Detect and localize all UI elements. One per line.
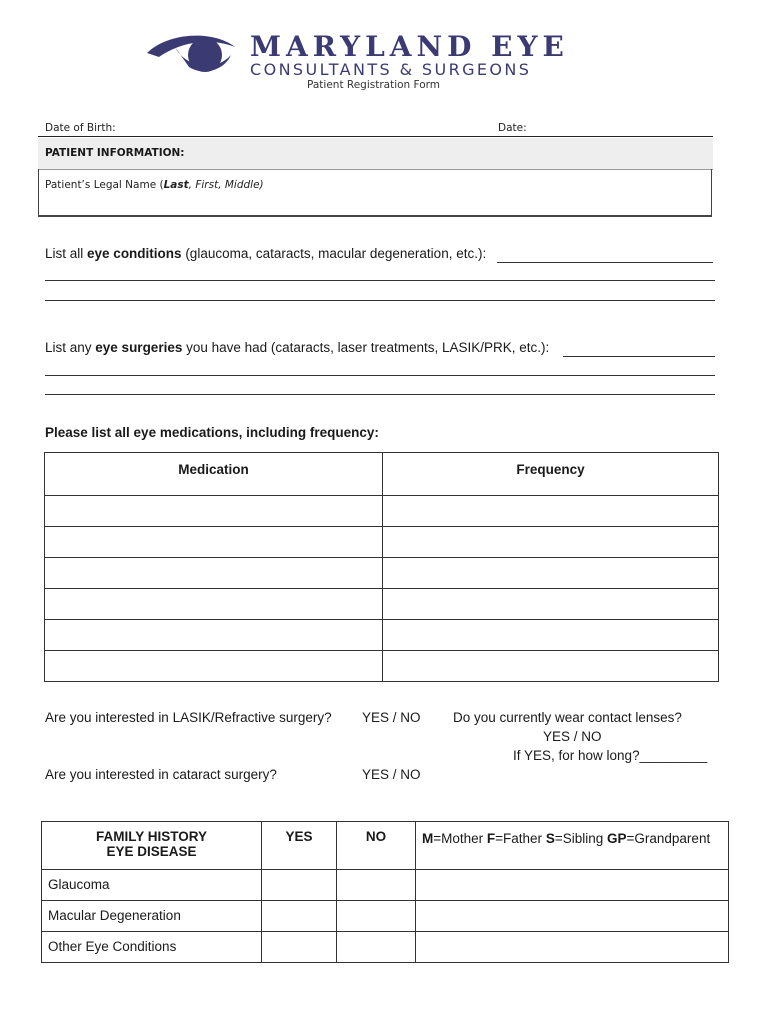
condition-other: Other Eye Conditions — [42, 932, 262, 963]
contacts-question: Do you currently wear contact lenses? — [453, 710, 682, 725]
eye-surgeries-line-1[interactable] — [563, 356, 715, 357]
medications-table — [44, 452, 719, 682]
medication-cell[interactable] — [45, 651, 383, 682]
dob-date-line[interactable] — [38, 136, 713, 137]
frequency-cell[interactable] — [383, 651, 719, 682]
relation-cell[interactable] — [416, 901, 729, 932]
brand-subtitle: CONSULTANTS & SURGEONS — [250, 60, 532, 79]
eye-conditions-line-2[interactable] — [45, 280, 715, 281]
no-cell[interactable] — [337, 901, 416, 932]
medication-cell[interactable] — [45, 620, 383, 651]
no-cell[interactable] — [337, 870, 416, 901]
lasik-question: Are you interested in LASIK/Refractive surgery? — [45, 710, 332, 725]
medication-cell[interactable] — [45, 496, 383, 527]
eye-surgeries-prompt: List any eye surgeries you have had (cataracts, laser treatments, LASIK/PRK, etc.): — [45, 340, 550, 355]
relation-legend: M=Mother F=Father S=Sibling GP=Grandparent — [416, 822, 729, 870]
eye-conditions-prompt: List all eye conditions (glaucoma, cataracts, macular degeneration, etc.): — [45, 246, 487, 261]
brand-name: MARYLAND EYE — [250, 30, 569, 63]
medication-cell[interactable] — [45, 589, 383, 620]
eye-surgeries-line-3[interactable] — [45, 394, 715, 395]
frequency-cell[interactable] — [383, 527, 719, 558]
medication-column-header: Medication — [45, 453, 383, 496]
contacts-duration[interactable]: If YES, for how long?_________ — [513, 748, 708, 763]
medication-cell[interactable] — [45, 527, 383, 558]
yes-cell[interactable] — [262, 870, 337, 901]
date-label: Date: — [498, 122, 527, 134]
eye-logo-icon — [145, 33, 237, 75]
condition-glaucoma: Glaucoma — [42, 870, 262, 901]
cataract-question: Are you interested in cataract surgery? — [45, 767, 277, 782]
no-cell[interactable] — [337, 932, 416, 963]
eye-surgeries-line-2[interactable] — [45, 375, 715, 376]
frequency-cell[interactable] — [383, 589, 719, 620]
lasik-yes-no[interactable]: YES / NO — [362, 710, 421, 725]
yes-cell[interactable] — [262, 932, 337, 963]
cataract-yes-no[interactable]: YES / NO — [362, 767, 421, 782]
patient-info-header — [38, 138, 713, 170]
section-title: PATIENT INFORMATION: — [45, 147, 185, 159]
yes-cell[interactable] — [262, 901, 337, 932]
yes-column-header: YES — [262, 822, 337, 870]
frequency-cell[interactable] — [383, 558, 719, 589]
legal-name-label: Patient’s Legal Name (Last, First, Middle) — [45, 179, 264, 191]
medication-cell[interactable] — [45, 558, 383, 589]
frequency-cell[interactable] — [383, 496, 719, 527]
eye-conditions-line-1[interactable] — [497, 262, 713, 263]
family-history-header: FAMILY HISTORY EYE DISEASE — [42, 822, 262, 870]
relation-cell[interactable] — [416, 932, 729, 963]
relation-cell[interactable] — [416, 870, 729, 901]
contacts-yes-no[interactable]: YES / NO — [543, 729, 602, 744]
family-history-table — [41, 821, 729, 963]
medications-heading: Please list all eye medications, including frequency: — [45, 425, 379, 440]
form-title: Patient Registration Form — [307, 79, 441, 91]
frequency-column-header: Frequency — [383, 453, 719, 496]
eye-conditions-line-3[interactable] — [45, 300, 715, 301]
legal-name-field[interactable] — [38, 169, 712, 217]
condition-macular-degeneration: Macular Degeneration — [42, 901, 262, 932]
dob-label: Date of Birth: — [45, 122, 116, 134]
frequency-cell[interactable] — [383, 620, 719, 651]
no-column-header: NO — [337, 822, 416, 870]
